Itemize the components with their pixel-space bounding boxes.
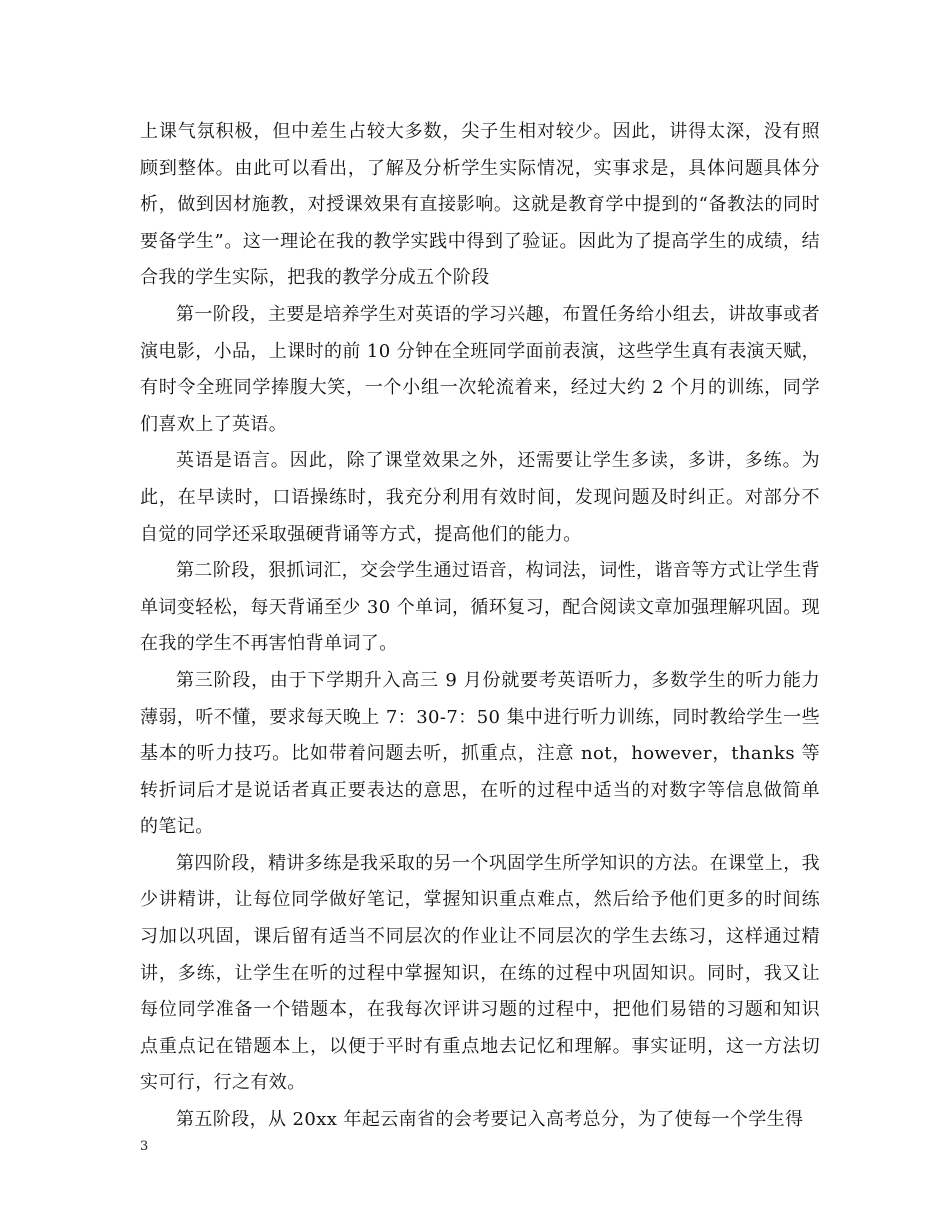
- paragraph-stage-four: 第四阶段，精讲多练是我采取的另一个巩固学生所学知识的方法。在课堂上，我少讲精讲，让每位同学做好笔记，掌握知识重点难点，然后给予他们更多的时间练习加以巩固，课后留有适当不同层次的作业让不同层次的学生去练习，这样通过精讲，多练，让学生在听的过程中掌握知识，在练的过程中巩固知识。同时，我又让每位同学准备一个错题本，在我每次评讲习题的过程中，把他们易错的习题和知识点重点记在错题本上，以便于平时有重点地去记忆和理解。事实证明，这一方法切实可行，行之有效。: [140, 852, 820, 1094]
- paragraph-language-practice: 英语是语言。因此，除了课堂效果之外，还需要让学生多读，多讲，多练。为此，在早读时，口语操练时，我充分利用有效时间，发现问题及时纠正。对部分不自觉的同学还采取强硬背诵等方式，提高他们的能力。: [140, 450, 820, 545]
- paragraph-stage-five: 第五阶段，从 20xx 年起云南省的会考要记入高考总分，为了使每一个学生得: [176, 1109, 804, 1131]
- paragraph-continuation: 上课气氛积极，但中差生占较大多数，尖子生相对较少。因此，讲得太深，没有照顾到整体。由此可以看出，了解及分析学生实际情况，实事求是，具体问题具体分析，做到因材施教，对授课效果有直接影响。这就是教育学中提到的“备教法的同时要备学生”。这一理论在我的教学实践中得到了验证。因此为了提高学生的成绩，结合我的学生实际，把我的教学分成五个阶段: [140, 121, 820, 289]
- paragraph-stage-one: 第一阶段，主要是培养学生对英语的学习兴趣，布置任务给小组去，讲故事或者演电影，小品，上课时的前 10 分钟在全班同学面前表演，这些学生真有表演天赋，有时令全班同学捧腹大笑，一个小组一次轮流着来，经过大约 2 个月的训练，同学们喜欢上了英语。: [140, 303, 820, 435]
- document-body: [140, 114, 820, 1139]
- paragraph-stage-three: 第三阶段，由于下学期升入高三 9 月份就要考英语听力，多数学生的听力能力薄弱，听不懂，要求每天晚上 7：30-7：50 集中进行听力训练，同时教给学生一些基本的听力技巧。比如带着问题去听，抓重点，注意 not，however，thanks 等转折词后才是说话者真正要表达的意思，在听的过程中适当的对数字等信息做简单的笔记。: [140, 669, 820, 838]
- page-number: 3: [140, 1139, 149, 1154]
- paragraph-stage-two: 第二阶段，狠抓词汇，交会学生通过语音，构词法，词性，谐音等方式让学生背单词变轻松，每天背诵至少 30 个单词，循环复习，配合阅读文章加强理解巩固。现在我的学生不再害怕背单词了。: [140, 560, 820, 655]
